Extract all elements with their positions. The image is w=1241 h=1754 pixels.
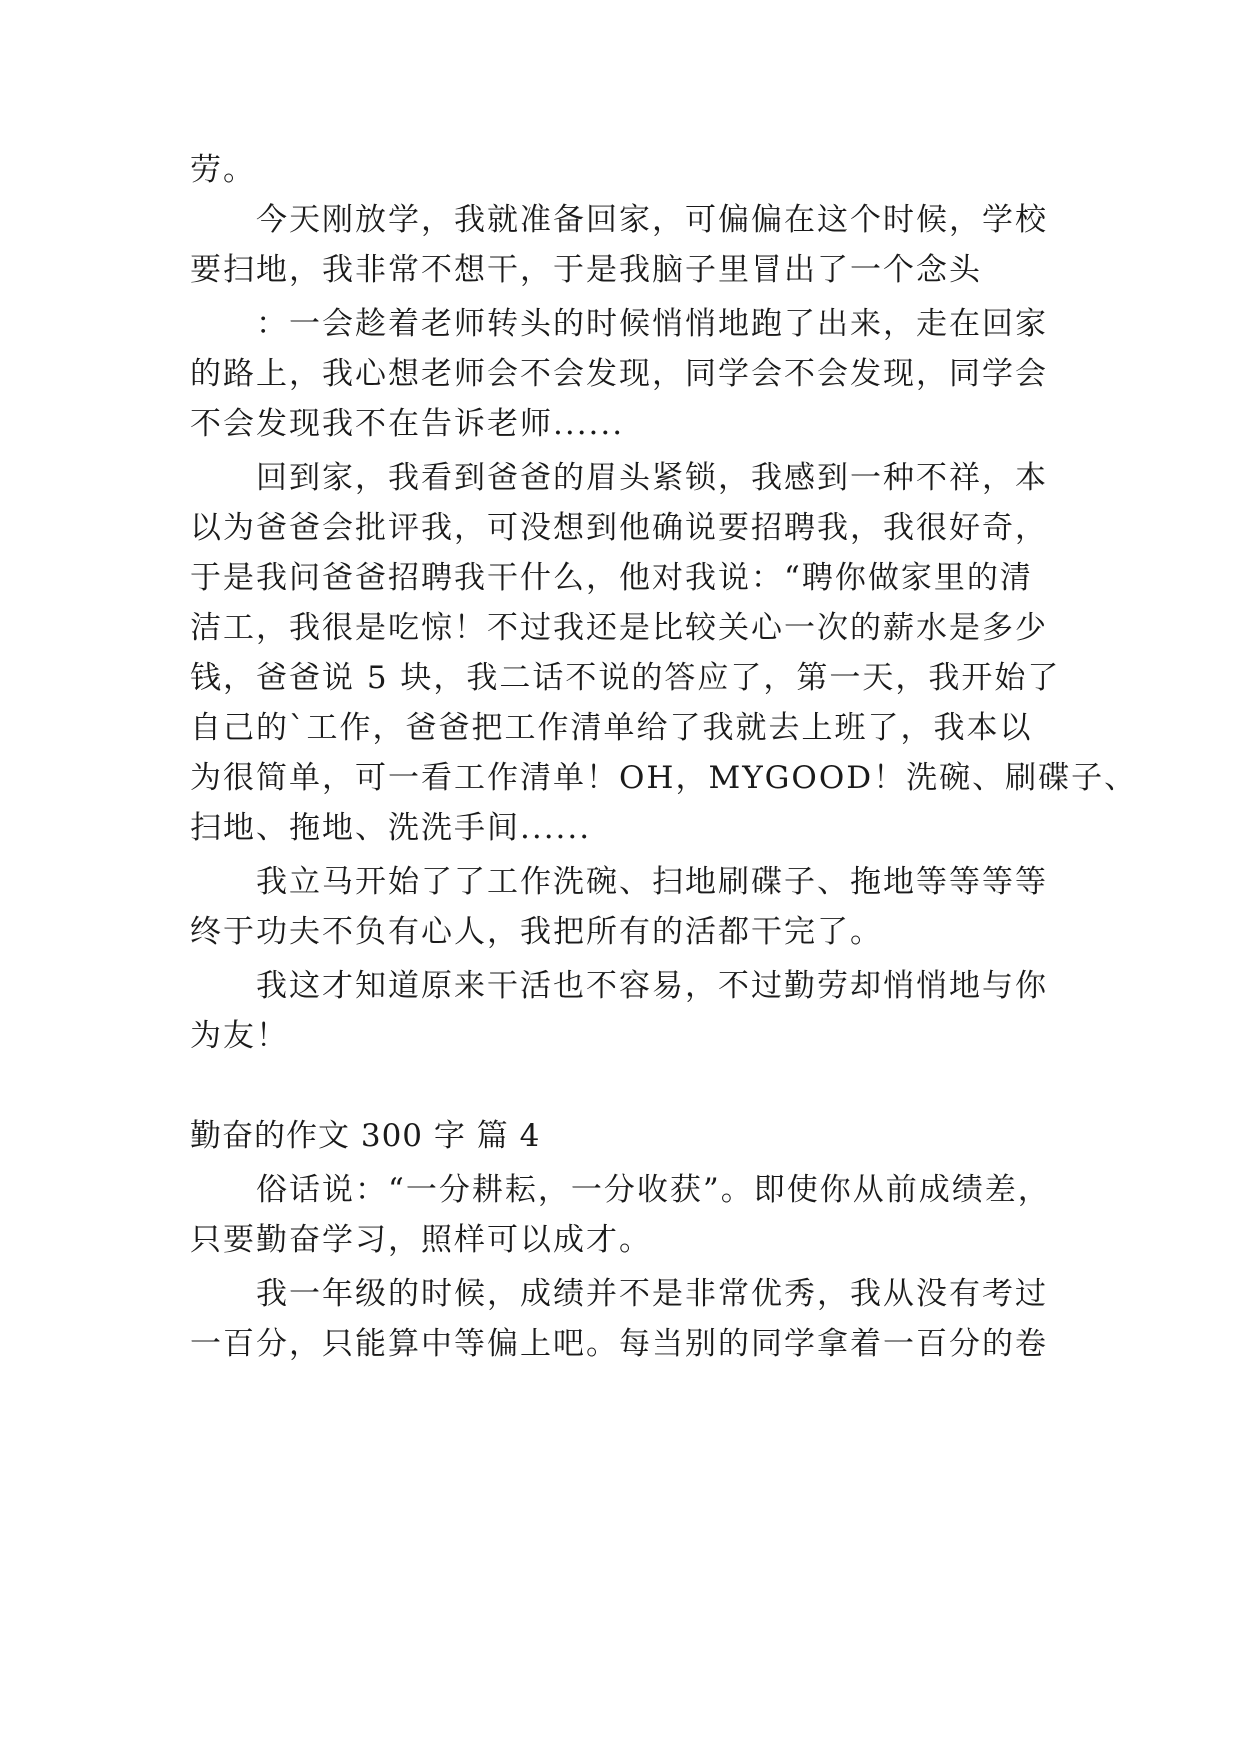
text-line: 为很简单，可一看工作清单！OH，MYGOOD！洗碗、刷碟子、 bbox=[190, 760, 1138, 796]
text-line: 为友！ bbox=[190, 1018, 289, 1054]
text-line: 洁工，我很是吃惊！不过我还是比较关心一次的薪水是多少 bbox=[190, 610, 1048, 646]
text-line: ：一会趁着老师转头的时候悄悄地跑了出来，走在回家 bbox=[256, 306, 1048, 342]
text-line: 扫地、拖地、洗洗手间...... bbox=[190, 810, 592, 846]
paragraph-start: 我这才知道原来干活也不容易，不过勤劳却悄悄地与你 bbox=[256, 968, 1048, 1004]
paragraph-start: 今天刚放学，我就准备回家，可偏偏在这个时候，学校 bbox=[256, 202, 1048, 238]
text-line: 于是我问爸爸招聘我干什么，他对我说：“聘你做家里的清 bbox=[190, 560, 1033, 596]
text-line: 只要勤奋学习，照样可以成才。 bbox=[190, 1222, 652, 1258]
text-line: 一百分，只能算中等偏上吧。每当别的同学拿着一百分的卷 bbox=[190, 1326, 1048, 1362]
text-line: 以为爸爸会批评我，可没想到他确说要招聘我，我很好奇， bbox=[190, 510, 1048, 546]
text-line: 终于功夫不负有心人，我把所有的活都干完了。 bbox=[190, 914, 883, 950]
text-line: 钱，爸爸说 5 块，我二话不说的答应了，第一天，我开始了 bbox=[190, 660, 1061, 696]
text-line: 要扫地，我非常不想干，于是我脑子里冒出了一个念头 bbox=[190, 252, 982, 288]
section-heading: 勤奋的作文 300 字 篇 4 bbox=[190, 1118, 541, 1154]
text-line: 的路上，我心想老师会不会发现，同学会不会发现，同学会 bbox=[190, 356, 1048, 392]
text-line: 自己的`工作，爸爸把工作清单给了我就去上班了，我本以 bbox=[190, 710, 1033, 746]
text-line: 不会发现我不在告诉老师...... bbox=[190, 406, 625, 442]
paragraph-start: 俗话说：“一分耕耘，一分收获”。即使你从前成绩差， bbox=[256, 1172, 1051, 1208]
text-line: 劳。 bbox=[190, 152, 256, 188]
paragraph-start: 我立马开始了了工作洗碗、扫地刷碟子、拖地等等等等 bbox=[256, 864, 1048, 900]
paragraph-start: 回到家，我看到爸爸的眉头紧锁，我感到一种不祥，本 bbox=[256, 460, 1048, 496]
paragraph-start: 我一年级的时候，成绩并不是非常优秀，我从没有考过 bbox=[256, 1276, 1048, 1312]
